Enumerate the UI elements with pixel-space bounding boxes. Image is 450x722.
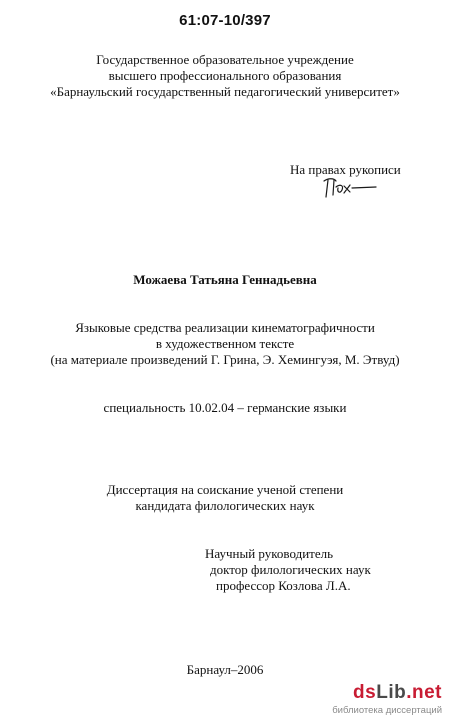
- specialty-line: специальность 10.02.04 – германские языки: [103, 400, 347, 415]
- institution-line-1: Государственное образовательное учреждение: [96, 52, 354, 67]
- watermark-brand-ds: ds: [353, 682, 377, 703]
- dslib-watermark: [317, 683, 442, 717]
- supervisor-line-1: Научный руководитель: [205, 546, 334, 561]
- dissertation-title-line-2: в художественном тексте: [155, 336, 295, 351]
- watermark-subtitle: библиотека диссертаций: [332, 705, 442, 716]
- signature-icon: [320, 175, 380, 201]
- city-year: Барнаул–2006: [186, 662, 264, 677]
- supervisor-line-2: доктор филологических наук: [210, 562, 371, 577]
- degree-line-1: Диссертация на соискание ученой степени: [106, 482, 344, 497]
- document-code: 61:07-10/397: [179, 12, 271, 29]
- watermark-brand-lib: Lib: [376, 682, 407, 703]
- institution-line-2: высшего профессионального образования: [108, 68, 342, 83]
- dissertation-title-line-1: Языковые средства реализации кинематографичности: [75, 320, 375, 335]
- degree-line-2: кандидата филологических наук: [135, 498, 315, 513]
- watermark-brand-net: .net: [406, 682, 442, 703]
- author-name: Можаева Татьяна Геннадьевна: [133, 272, 317, 287]
- dissertation-title-line-3: (на материале произведений Г. Грина, Э. Хемингуэя, М. Этвуд): [50, 352, 400, 367]
- institution-line-3: «Барнаульский государственный педагогический университет»: [50, 84, 400, 99]
- rights-label: На правах рукописи: [290, 162, 401, 177]
- watermark-logo: [353, 683, 442, 703]
- supervisor-line-3: профессор Козлова Л.А.: [216, 578, 351, 593]
